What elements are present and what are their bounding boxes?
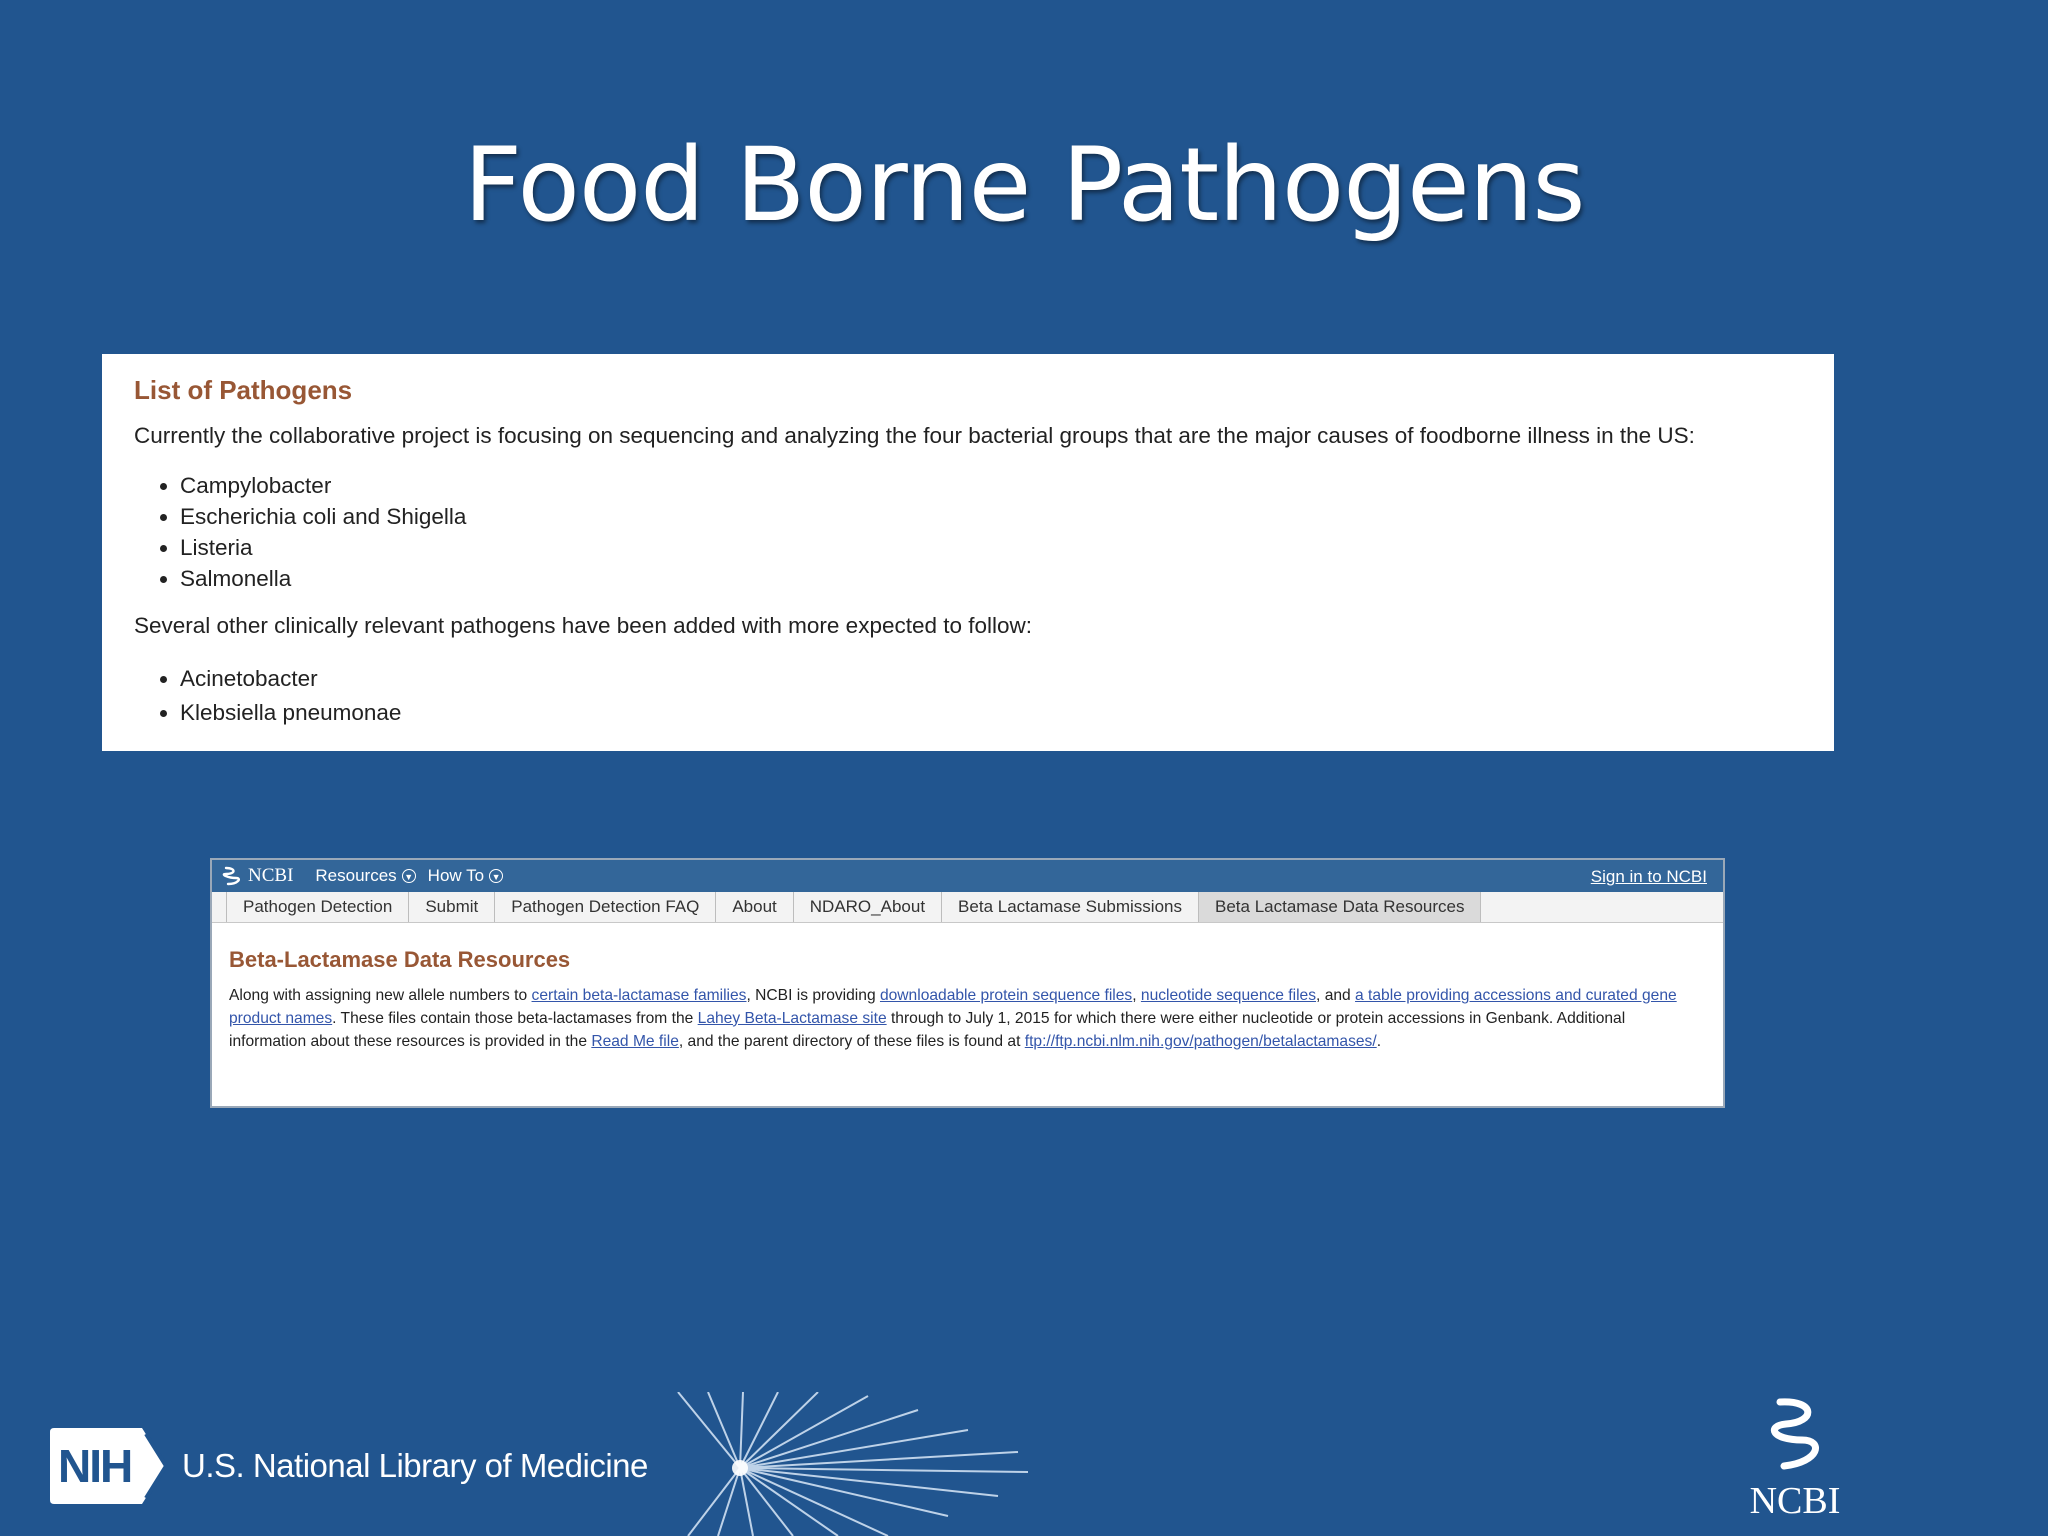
ftp-directory-link[interactable]: ftp://ftp.ncbi.nlm.nih.gov/pathogen/betalactamases/ — [1024, 1032, 1377, 1050]
other-pathogens-list — [134, 662, 1802, 730]
other-pathogens-intro: Several other clinically relevant pathogens have been added with more expected to follow: — [134, 613, 1033, 638]
ncbi-helix-icon — [222, 865, 242, 887]
tab-ndaro-about[interactable]: NDARO_About — [794, 892, 942, 922]
readme-link[interactable]: Read Me file — [591, 1032, 679, 1050]
text-segment: , and the parent directory of these files is found at — [678, 1032, 1025, 1050]
tab-submit[interactable]: Submit — [409, 892, 495, 922]
ncbi-footer-logo — [1740, 1396, 1850, 1523]
text-segment: , — [1132, 987, 1141, 1004]
nih-badge-text: NIH — [58, 1440, 132, 1492]
protein-sequence-files-link[interactable]: downloadable protein sequence files — [879, 987, 1133, 1004]
list-item: • Acinetobacter — [180, 662, 1802, 696]
text-segment: , NCBI is providing — [746, 987, 880, 1004]
text-segment: , and — [1316, 987, 1356, 1004]
tab-pathogen-detection-faq[interactable]: Pathogen Detection FAQ — [495, 892, 716, 922]
text-segment: Along with assigning new allele numbers to — [229, 987, 532, 1004]
resources-menu-label: Resources — [315, 866, 397, 885]
list-item: • Listeria — [180, 532, 1802, 563]
signin-link[interactable]: Sign in to NCBI — [1590, 867, 1707, 886]
lahey-site-link[interactable]: Lahey Beta-Lactamase site — [697, 1009, 887, 1027]
tab-bar — [212, 892, 1723, 923]
nih-nlm-logo — [50, 1428, 648, 1504]
ncbi-helix-icon — [1760, 1396, 1830, 1472]
ncbi-top-bar — [212, 860, 1723, 892]
starburst-graphic — [668, 1392, 1048, 1536]
nlm-text: U.S. National Library of Medicine — [182, 1447, 648, 1484]
major-pathogens-list — [134, 470, 1802, 594]
beta-lactamase-families-link[interactable]: certain beta-lactamase families — [531, 987, 747, 1004]
resources-menu[interactable] — [315, 866, 415, 886]
tab-beta-lactamase-data-resources[interactable]: Beta Lactamase Data Resources — [1199, 892, 1481, 922]
beta-lactamase-description — [229, 985, 1683, 1053]
beta-lactamase-heading: Beta-Lactamase Data Resources — [229, 947, 571, 972]
list-item: • Campylobacter — [180, 470, 1802, 501]
nucleotide-sequence-files-link[interactable]: nucleotide sequence files — [1140, 987, 1317, 1004]
list-item: • Salmonella — [180, 563, 1802, 594]
accessions-table-link[interactable]: a table providing accessions and curated gene product names — [229, 987, 1677, 1027]
ncbi-logo-text: NCBI — [248, 865, 294, 886]
ncbi-logo[interactable] — [222, 865, 293, 887]
chevron-down-icon: ▼ — [489, 869, 503, 883]
text-segment: . These files contain those beta-lactamases from the — [332, 1009, 698, 1027]
pathogens-intro: Currently the collaborative project is focusing on sequencing and analyzing the four bacterial groups that are the major causes of foodborne illness in the US: — [134, 423, 1695, 448]
tab-pathogen-detection[interactable]: Pathogen Detection — [226, 892, 409, 922]
ncbi-footer-text: NCBI — [1749, 1480, 1841, 1522]
list-item: • Klebsiella pneumonae — [180, 696, 1802, 730]
slide-title: Food Borne Pathogens — [463, 126, 1585, 245]
howto-menu-label: How To — [427, 866, 485, 885]
howto-menu[interactable] — [428, 866, 503, 886]
tab-beta-lactamase-submissions[interactable]: Beta Lactamase Submissions — [942, 892, 1199, 922]
tab-about[interactable]: About — [716, 892, 793, 922]
text-segment: . — [1376, 1032, 1382, 1050]
list-item: • Escherichia coli and Shigella — [180, 501, 1802, 532]
pathogens-panel — [102, 354, 1834, 751]
pathogens-heading: List of Pathogens — [134, 375, 353, 405]
ncbi-beta-lactamase-panel — [210, 858, 1725, 1108]
nih-badge — [50, 1428, 168, 1504]
chevron-down-icon: ▼ — [402, 869, 416, 883]
text-segment: through to July 1, 2015 for which there were either nucleotide or protein accessions in Genbank. Additional information about these resources is provided in the — [229, 1009, 1626, 1050]
